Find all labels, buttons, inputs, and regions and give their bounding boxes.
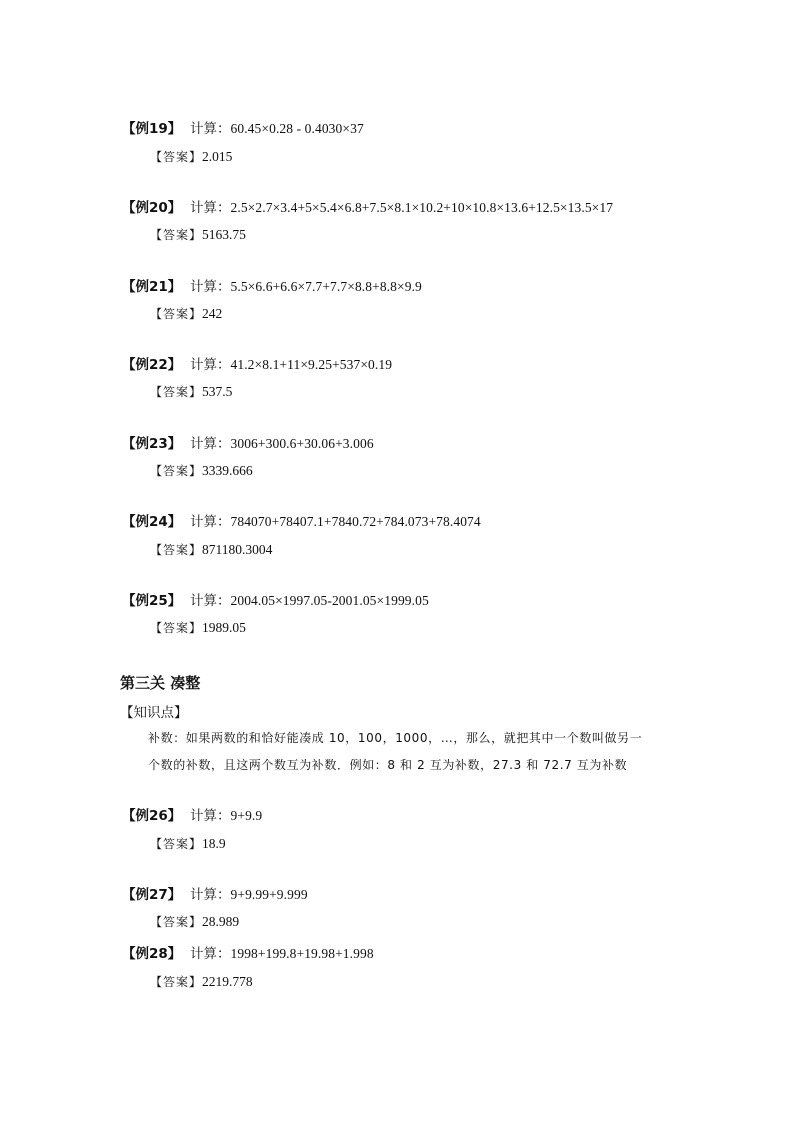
answer-label: 【答案】 (150, 621, 203, 635)
example-26 (122, 806, 262, 826)
example-21 (122, 277, 422, 297)
answer-23 (150, 461, 253, 481)
section-title: 第三关 凑整 (120, 674, 201, 692)
knowledge-point-line: 补数：如果两数的和恰好能凑成 10，100，1000，…，那么，就把其中一个数叫做另一 (148, 731, 643, 745)
answer-value: 871180.3004 (202, 542, 273, 557)
example-label: 【例22】 (122, 357, 182, 373)
example-label: 【例25】 (122, 593, 182, 609)
answer-value: 2.015 (202, 149, 233, 164)
answer-21 (150, 304, 222, 324)
example-23 (122, 434, 374, 454)
answer-value: 242 (202, 306, 223, 321)
example-expression: 9+9.9 (230, 808, 263, 823)
example-24 (122, 512, 481, 532)
answer-value: 18.9 (202, 836, 226, 851)
answer-label: 【答案】 (150, 307, 203, 321)
example-prefix: 计算： (190, 808, 231, 824)
answer-label: 【答案】 (150, 543, 203, 557)
example-label: 【例20】 (122, 200, 182, 216)
answer-26 (150, 834, 226, 854)
example-label: 【例24】 (122, 514, 182, 530)
answer-22 (150, 382, 232, 402)
example-prefix: 计算： (190, 121, 231, 137)
answer-value: 3339.666 (202, 463, 253, 478)
example-20 (122, 198, 613, 218)
example-expression: 2004.05×1997.05-2001.05×1999.05 (230, 593, 429, 608)
example-22 (122, 355, 392, 375)
example-label: 【例23】 (122, 436, 182, 452)
example-label: 【例28】 (122, 946, 182, 962)
answer-24 (150, 540, 272, 560)
answer-19 (150, 147, 232, 167)
answer-25 (150, 618, 246, 638)
example-expression: 5.5×6.6+6.6×7.7+7.7×8.8+8.8×9.9 (230, 279, 422, 294)
example-prefix: 计算： (190, 514, 231, 530)
answer-label: 【答案】 (150, 837, 203, 851)
example-label: 【例26】 (122, 808, 182, 824)
answer-value: 1989.05 (202, 620, 246, 635)
answer-label: 【答案】 (150, 150, 203, 164)
answer-label: 【答案】 (150, 915, 203, 929)
example-expression: 9+9.99+9.999 (230, 887, 308, 902)
example-label: 【例21】 (122, 279, 182, 295)
example-expression: 60.45×0.28 - 0.4030×37 (230, 121, 364, 136)
example-expression: 41.2×8.1+11×9.25+537×0.19 (230, 357, 393, 372)
example-prefix: 计算： (190, 436, 231, 452)
example-expression: 2.5×2.7×3.4+5×5.4×6.8+7.5×8.1×10.2+10×10.8×13.6+12.5×13.5×17 (230, 200, 614, 215)
example-28 (122, 944, 374, 964)
example-label: 【例27】 (122, 887, 182, 903)
answer-label: 【答案】 (150, 385, 203, 399)
example-prefix: 计算： (190, 279, 231, 295)
example-prefix: 计算： (190, 200, 231, 216)
answer-label: 【答案】 (150, 464, 203, 478)
answer-value: 2219.778 (202, 974, 253, 989)
knowledge-point-line: 个数的补数，且这两个数互为补数．例如：8 和 2 互为补数，27.3 和 72.7 互为补数 (148, 758, 628, 772)
example-prefix: 计算： (190, 357, 231, 373)
example-prefix: 计算： (190, 593, 231, 609)
example-prefix: 计算： (190, 887, 231, 903)
example-27 (122, 885, 308, 905)
example-expression: 1998+199.8+19.98+1.998 (230, 946, 374, 961)
example-expression: 3006+300.6+30.06+3.006 (230, 436, 374, 451)
answer-27 (150, 912, 239, 932)
example-label: 【例19】 (122, 121, 182, 137)
example-prefix: 计算： (190, 946, 231, 962)
answer-28 (150, 972, 253, 992)
answer-label: 【答案】 (150, 228, 203, 242)
answer-label: 【答案】 (150, 975, 203, 989)
answer-20 (150, 225, 246, 245)
answer-value: 28.989 (202, 914, 240, 929)
answer-value: 537.5 (202, 384, 233, 399)
example-expression: 784070+78407.1+7840.72+784.073+78.4074 (230, 514, 481, 529)
example-25 (122, 591, 429, 611)
example-19 (122, 119, 364, 139)
knowledge-point-title: 【知识点】 (120, 705, 188, 721)
answer-value: 5163.75 (202, 227, 246, 242)
